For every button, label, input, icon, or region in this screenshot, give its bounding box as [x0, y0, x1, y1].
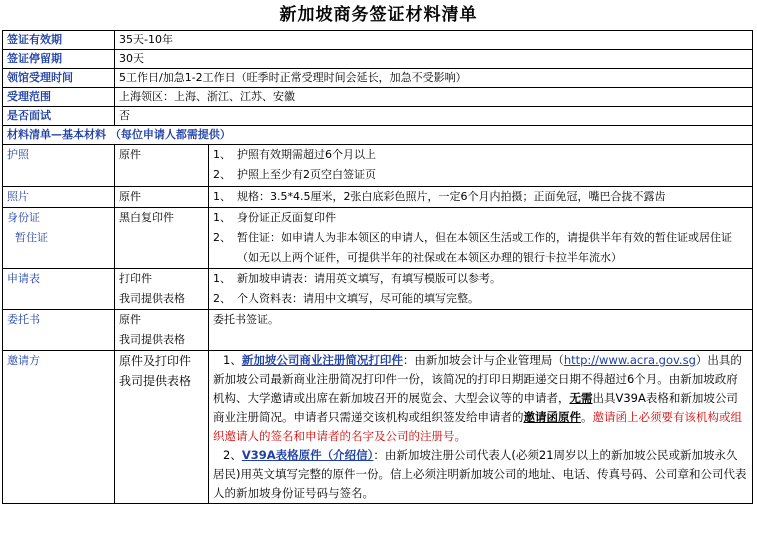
item-text: 身份证正反面复印件	[237, 211, 336, 224]
summary-label: 签证停留期	[3, 50, 115, 69]
row-type: 黑白复印件	[115, 208, 209, 269]
type-primary: 原件及打印件	[119, 354, 192, 368]
summary-row-stay	[3, 50, 753, 69]
row-label	[3, 208, 115, 269]
row-passport	[3, 145, 753, 187]
row-label: 照片	[3, 187, 115, 208]
item-number: 1、	[213, 148, 231, 161]
item-text: 新加坡申请表：请用英文填写，有填写模版可以参考。	[237, 272, 501, 285]
item-text: 个人资料表：请用中文填写，尽可能的填写完整。	[237, 292, 479, 305]
type-primary: 打印件	[119, 272, 152, 285]
invitation-paragraph-2	[213, 446, 748, 503]
row-type	[115, 351, 209, 504]
row-type: 原件	[115, 187, 209, 208]
detail-item	[213, 289, 748, 309]
row-authorization	[3, 310, 753, 351]
row-type	[115, 310, 209, 351]
page-title: 新加坡商务签证材料清单	[279, 5, 478, 25]
item-number: 2、	[223, 448, 242, 462]
type-secondary: 我司提供表格	[119, 292, 185, 305]
summary-row-processing	[3, 69, 753, 88]
item-number: 2、	[213, 231, 231, 244]
summary-value: 35天-10年	[115, 31, 753, 50]
row-label: 护照	[3, 145, 115, 187]
summary-label: 受理范围	[3, 88, 115, 107]
row-label: 申请表	[3, 269, 115, 310]
summary-label: 签证有效期	[3, 31, 115, 50]
row-detail	[209, 187, 753, 208]
warning-text: 邀请函上必须要有该机构或组织邀请人的签名和申请者的名字及公司的注册号。	[213, 410, 742, 443]
item-number: 2、	[213, 168, 231, 181]
row-detail	[209, 269, 753, 310]
id-label: 身份证	[7, 211, 40, 224]
detail-item	[213, 208, 748, 228]
row-type: 原件	[115, 145, 209, 187]
row-application	[3, 269, 753, 310]
acra-url-link[interactable]: http://www.acra.gov.sg	[563, 353, 696, 367]
section-header: 材料清单—基本材料 （每位申请人都需提供）	[3, 126, 753, 145]
row-detail	[209, 145, 753, 187]
row-label: 邀请方	[3, 351, 115, 504]
emphasis-text: 邀请函原件	[523, 410, 581, 424]
item-text: ：由新加坡会计与企业管理局（	[402, 353, 564, 367]
detail-item	[213, 228, 748, 268]
business-profile-link[interactable]: 新加坡公司商业注册简况打印件	[241, 353, 403, 367]
item-text: 暂住证：如申请人为非本领区的申请人，但在本领区生活或工作的，请提供半年有效的暂住证或居住证（如无以上两个证件，可提供半年的社保或在本领区办理的银行卡拉半年流水）	[237, 231, 732, 264]
item-text: 护照上至少有2页空白签证页	[237, 168, 376, 181]
row-detail: 委托书签证。	[209, 310, 753, 351]
row-type	[115, 269, 209, 310]
summary-value: 5工作日/加急1-2工作日（旺季时正常受理时间会延长，加急不受影响）	[115, 69, 753, 88]
item-text: 护照有效期需超过6个月以上	[237, 148, 376, 161]
item-text: ：由新加坡注册公司代表人(必须21周岁以上的新加坡公民或新加坡永久居民)用英文填写完整的原件一份。信上必须注明新加坡公司的地址、电话、传真号码、公司章和公司代表人的新加坡身份证号码与签名。	[213, 448, 747, 500]
item-text: 规格：3.5*4.5厘米，2张白底彩色照片，一定6个月内拍摄；正面免冠，嘴巴合拢不露齿	[237, 190, 666, 203]
residence-permit-label: 暂住证	[15, 231, 48, 244]
type-secondary: 我司提供表格	[119, 333, 185, 346]
summary-label: 是否面试	[3, 107, 115, 126]
materials-table	[2, 30, 753, 504]
summary-value: 30天	[115, 50, 753, 69]
section-header-row	[3, 126, 753, 145]
row-invitation	[3, 351, 753, 504]
item-number: 1、	[223, 353, 242, 367]
invitation-paragraph-1	[213, 351, 748, 446]
item-text: 。	[581, 410, 593, 424]
summary-row-scope	[3, 88, 753, 107]
type-secondary: 我司提供表格	[119, 374, 192, 388]
summary-row-validity	[3, 31, 753, 50]
item-text: 出具V39A表格和新加坡公司商业注册简况。申请者只需递交该机构或组织签发给申请者的	[213, 391, 738, 424]
summary-value: 否	[115, 107, 753, 126]
row-id	[3, 208, 753, 269]
item-number: 2、	[213, 292, 231, 305]
detail-item	[213, 269, 748, 289]
summary-label: 领馆受理时间	[3, 69, 115, 88]
item-number: 1、	[213, 272, 231, 285]
row-label: 委托书	[3, 310, 115, 351]
row-detail	[209, 208, 753, 269]
detail-item	[213, 187, 748, 207]
row-detail	[209, 351, 753, 504]
emphasis-text: 无需	[569, 391, 593, 405]
detail-item	[213, 165, 748, 185]
summary-value: 上海领区：上海、浙江、江苏、安徽	[115, 88, 753, 107]
detail-item	[213, 145, 748, 165]
item-number: 1、	[213, 211, 231, 224]
summary-row-interview	[3, 107, 753, 126]
row-photo	[3, 187, 753, 208]
item-text: ）出具的新加坡公司最新商业注册简况打印件一份，该简况的打印日期距递交日期不得超过6个月。由新加坡政府机构、大学邀请或出席在新加坡召开的展览会、大型会议等的申请者，	[213, 353, 742, 405]
type-primary: 原件	[119, 313, 141, 326]
item-number: 1、	[213, 190, 231, 203]
v39a-form-link[interactable]: V39A表格原件（介绍信）	[241, 448, 374, 462]
